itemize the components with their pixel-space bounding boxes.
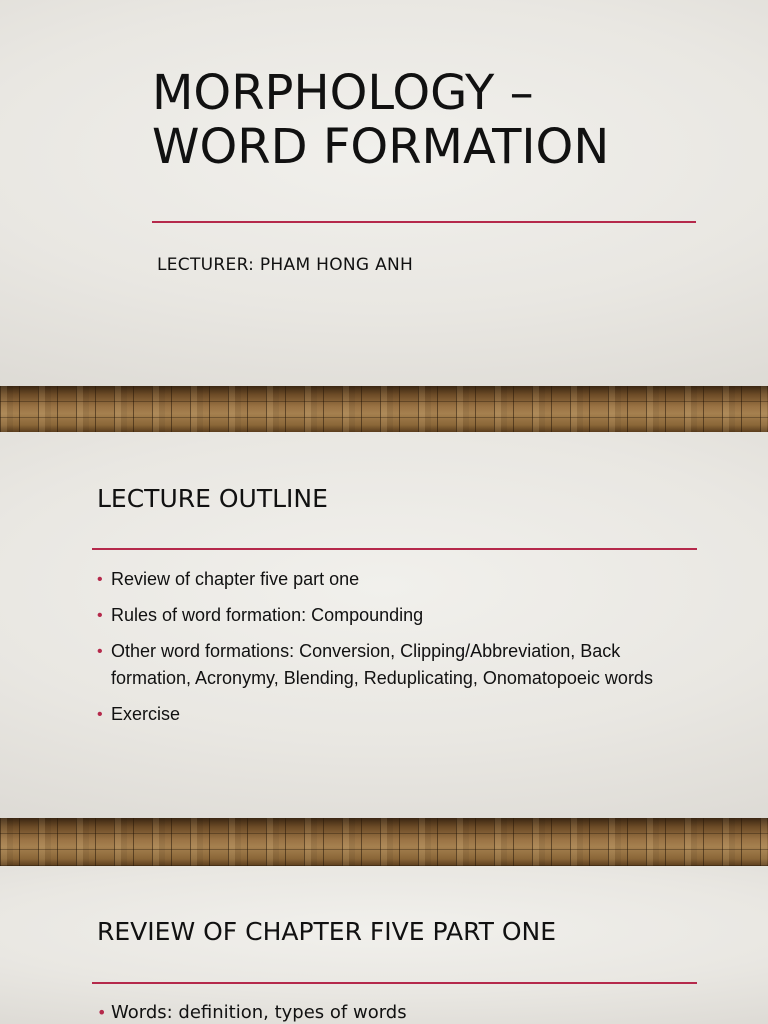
bullet-icon: •	[97, 607, 103, 624]
wood-floor-strip	[0, 818, 768, 866]
slide-2-title: LECTURE OUTLINE	[97, 484, 328, 513]
bullet-icon: •	[97, 571, 103, 588]
list-item-text: Other word formations: Conversion, Clipping/Abbreviation, Back formation, Acronymy, Blending, Reduplicating, Onomatopoeic words	[111, 641, 653, 688]
slide-review	[0, 866, 768, 1024]
list-item-text: Review of chapter five part one	[111, 569, 360, 589]
list-item-text: Words: definition, types of words	[111, 1002, 407, 1023]
slide-title	[0, 0, 768, 386]
slide-3-title: REVIEW OF CHAPTER FIVE PART ONE	[97, 917, 557, 946]
bullet-icon: •	[97, 1003, 107, 1022]
list-item-text: Rules of word formation: Compounding	[111, 605, 424, 625]
wood-floor-strip	[0, 386, 768, 432]
list-item-text: Exercise	[111, 704, 181, 724]
slide-1-title	[152, 66, 609, 174]
outline-bullet-list	[97, 566, 697, 737]
list-item	[97, 701, 697, 728]
bullet-icon: •	[97, 643, 103, 660]
list-item	[97, 602, 697, 629]
slide-1-title-line-1: MORPHOLOGY –	[152, 65, 534, 121]
slide-outline	[0, 432, 768, 818]
title-divider	[152, 221, 696, 223]
list-item	[97, 638, 697, 692]
lecturer-subtitle: LECTURER: PHAM HONG ANH	[157, 255, 414, 275]
list-item	[97, 999, 697, 1024]
bullet-icon: •	[97, 706, 103, 723]
review-divider	[92, 982, 697, 984]
review-bullet-list	[97, 999, 697, 1024]
outline-divider	[92, 548, 697, 550]
slide-1-title-line-2: WORD FORMATION	[152, 119, 610, 175]
list-item	[97, 566, 697, 593]
